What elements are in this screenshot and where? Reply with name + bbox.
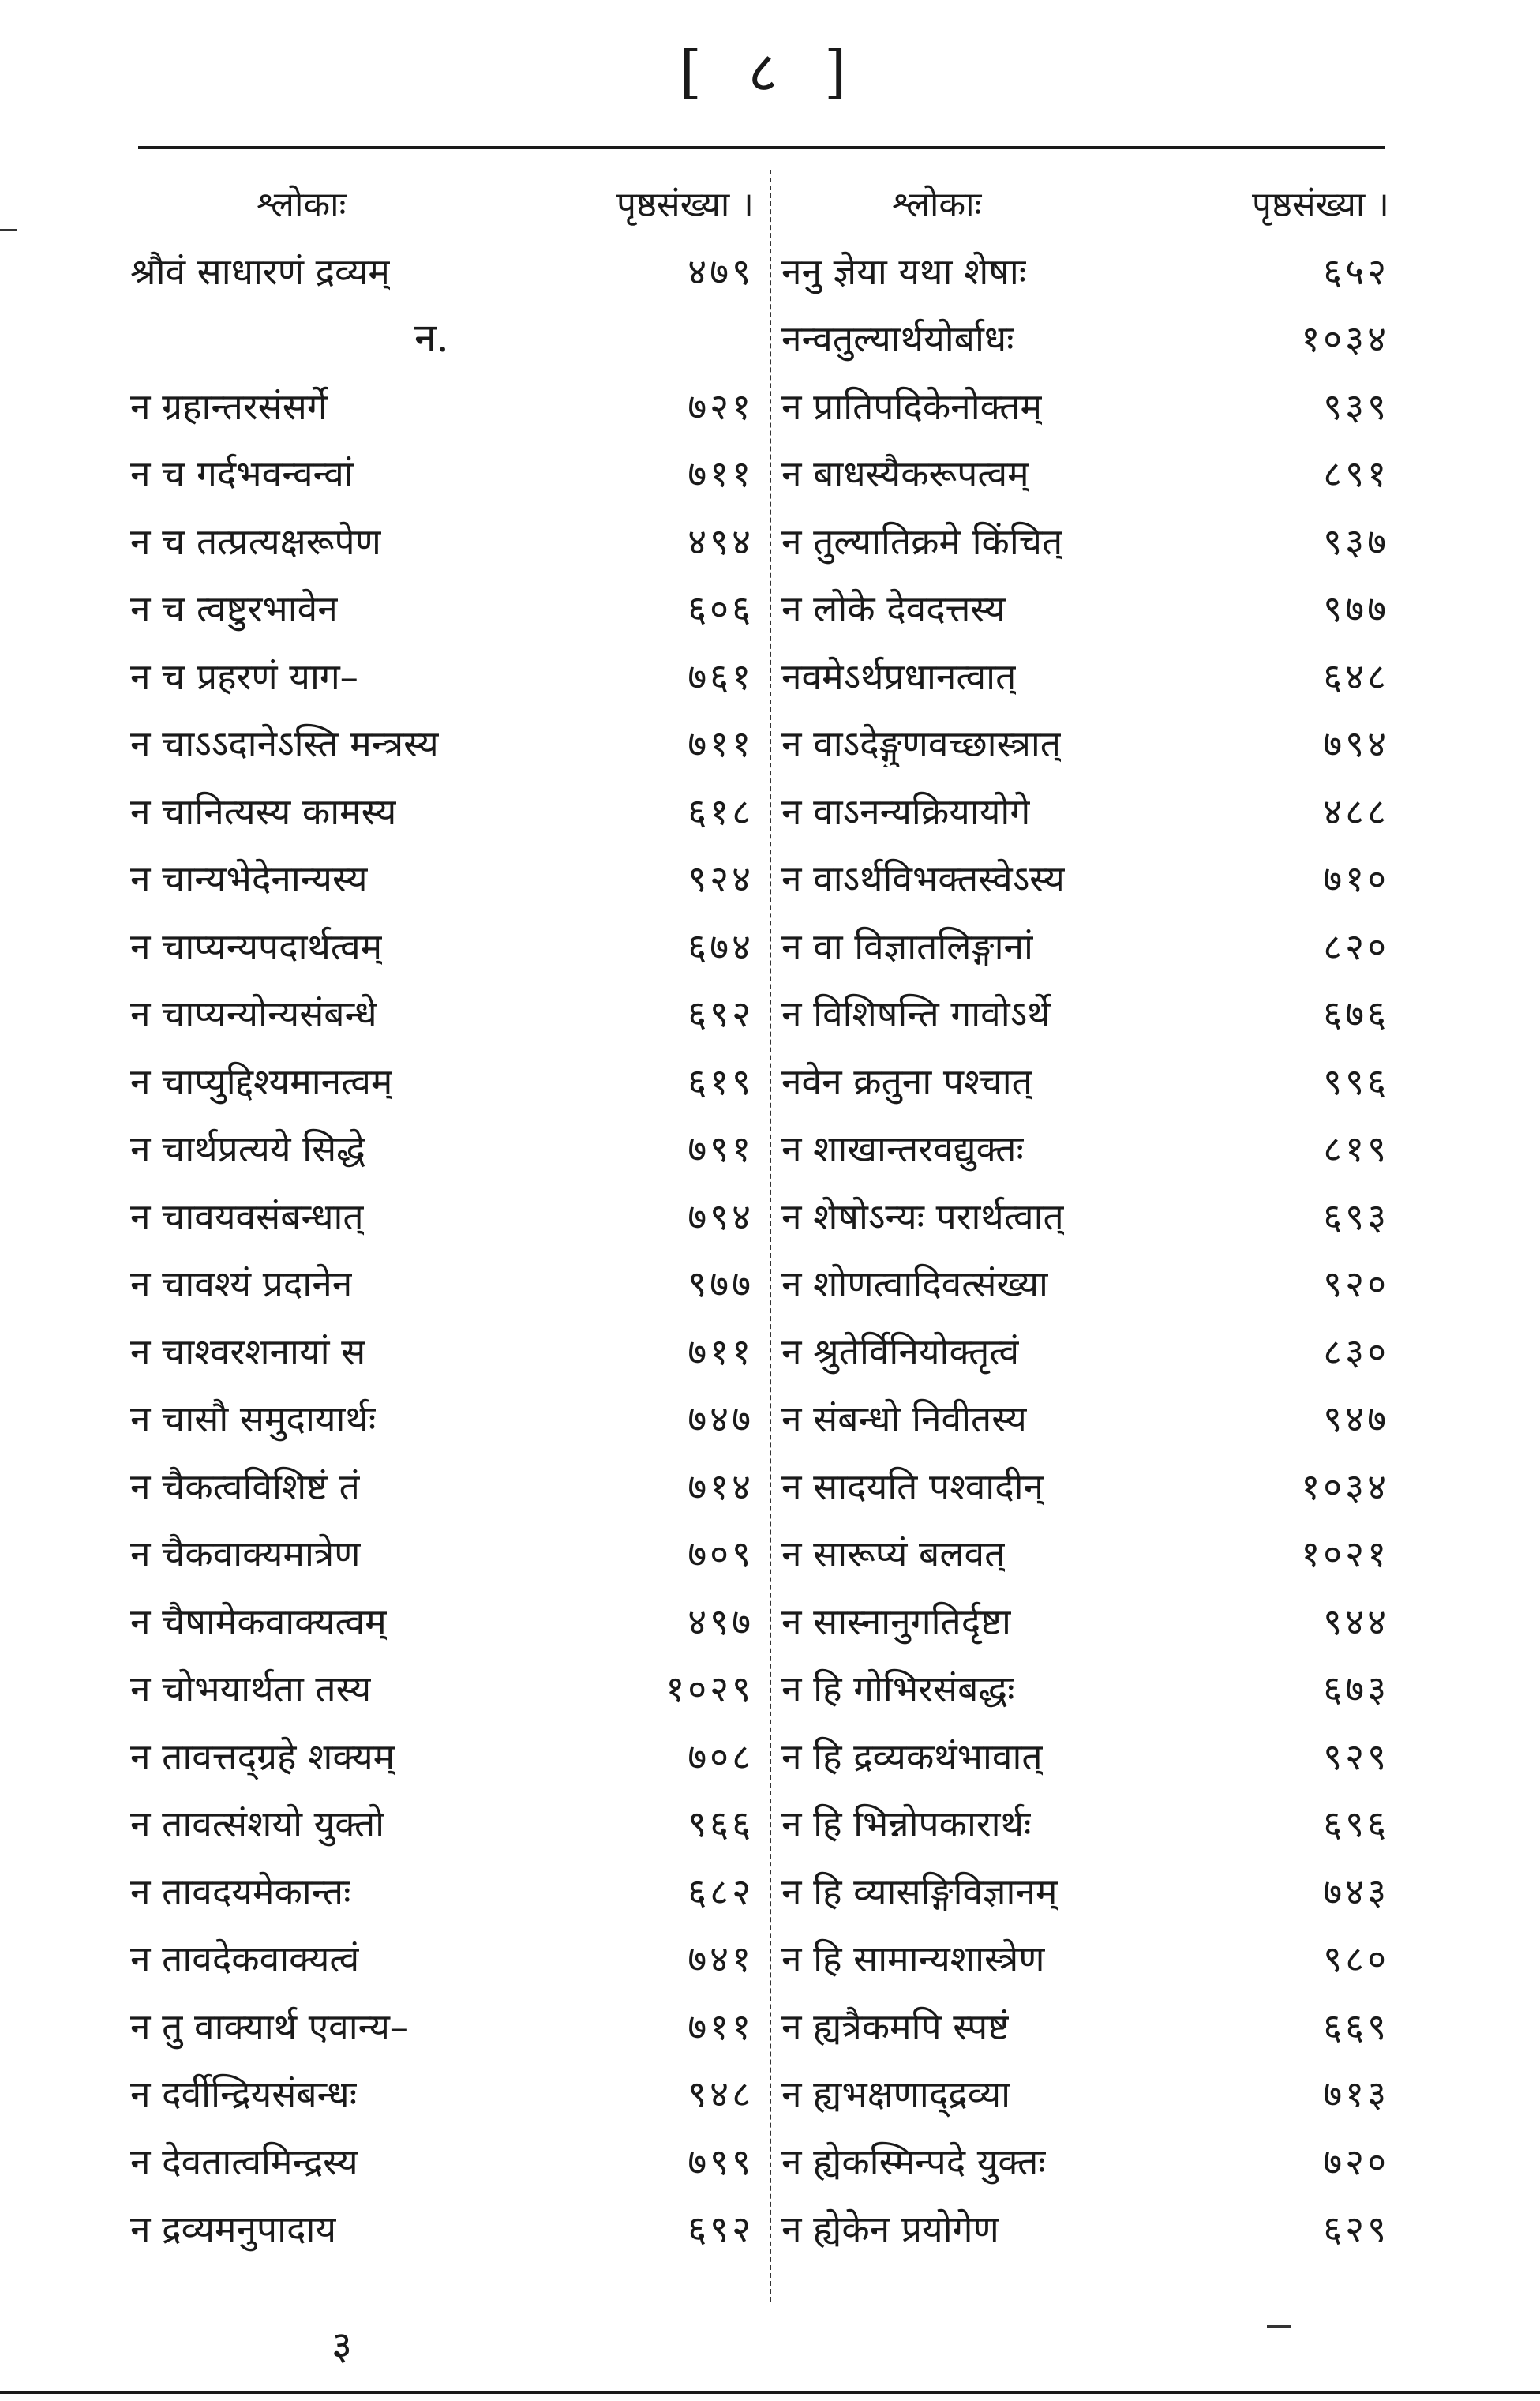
- index-entry: [781, 912, 1389, 980]
- right-column: [781, 174, 1389, 2262]
- bottom-rule: [0, 2391, 1540, 2394]
- shloka-text: न सास्नानुगतिर्दृष्टा: [781, 1600, 1011, 1643]
- shloka-text: न सारूप्यं बलवत्: [781, 1533, 1006, 1576]
- shloka-text: श्रौवं साधारणं द्रव्यम्: [130, 249, 390, 293]
- page-reference: ७११: [688, 722, 754, 766]
- page-reference: ७९१: [688, 1127, 754, 1171]
- shloka-text: न चाश्वरशनायां स: [130, 1330, 366, 1373]
- shloka-text: न प्रातिपदिकेनोक्तम्: [781, 385, 1042, 428]
- index-entry: [130, 1047, 754, 1115]
- page-count-header: पृष्ठसंख्या ।: [616, 185, 754, 225]
- page-reference: १०३४: [1301, 1465, 1389, 1508]
- shloka-text: न वा विज्ञातलिङ्गानां: [781, 925, 1033, 968]
- index-entry: [130, 1790, 754, 1858]
- page-reference: ९३९: [1323, 385, 1389, 428]
- index-entry: [781, 1047, 1389, 1115]
- page-reference: ९७७: [1323, 587, 1389, 631]
- index-entry: [130, 1250, 754, 1318]
- shloka-text: ननु ज्ञेया यथा शेषाः: [781, 249, 1027, 293]
- shloka-text: न वाऽदेङ्गुणवच्छास्त्रात्: [781, 722, 1062, 766]
- index-entry: [781, 845, 1389, 913]
- index-entry: [130, 1925, 754, 1993]
- page-reference: ७२०: [1323, 2140, 1389, 2183]
- index-entry: [130, 440, 754, 508]
- shloka-text: न विशिषन्ति गावोऽर्थे: [781, 992, 1051, 1036]
- index-entry: [130, 1520, 754, 1588]
- page-reference: ९९६: [1323, 1060, 1389, 1103]
- left-entry-list: [130, 237, 754, 2262]
- shloka-text: नवेन क्रतुना पश्चात्: [781, 1060, 1032, 1103]
- page-reference: ६४८: [1323, 655, 1389, 698]
- shloka-text: न ह्येकेन प्रयोगेण: [781, 2208, 999, 2251]
- top-rule: [138, 146, 1385, 149]
- index-entry: [781, 1385, 1389, 1453]
- shloka-text: न तुल्यातिक्रमे किंचित्: [781, 520, 1063, 563]
- page-reference: ९४४: [1323, 1600, 1389, 1643]
- index-entry: [781, 440, 1389, 508]
- index-entry: [130, 1857, 754, 1925]
- page-reference: ७९४: [1323, 722, 1389, 766]
- page-reference: ६७६: [1323, 992, 1389, 1036]
- index-entry: [781, 237, 1389, 305]
- index-entry: [130, 1115, 754, 1183]
- index-entry: [130, 912, 754, 980]
- index-entry: [130, 507, 754, 575]
- index-entry: [781, 372, 1389, 440]
- index-entry: [130, 1452, 754, 1520]
- index-entry: [781, 1790, 1389, 1858]
- shloka-text: न च त्वष्टुरभावेन: [130, 587, 338, 631]
- left-column: [130, 174, 754, 2262]
- page-reference: ६६९: [1323, 2005, 1389, 2048]
- shloka-text: न ह्यभक्षणाद्द्रव्या: [781, 2073, 1011, 2116]
- page-reference: ९७७: [688, 1262, 754, 1306]
- index-entry: [130, 1182, 754, 1250]
- shloka-text: न संबन्धो निवीतस्य: [781, 1397, 1027, 1441]
- index-entry: [781, 2060, 1389, 2128]
- page-reference: ६९६: [1323, 1803, 1389, 1846]
- shloka-text: न च प्रहरणं याग–: [130, 655, 358, 698]
- index-entry: [130, 1317, 754, 1385]
- page-reference: ९६६: [688, 1803, 754, 1846]
- index-entry: [130, 845, 754, 913]
- page-reference: ७०९: [688, 1533, 754, 1576]
- shloka-text: न ग्रहान्तरसंसर्गे: [130, 385, 328, 428]
- page-reference: ७११: [688, 452, 754, 496]
- shloka-text: नवमेऽर्थप्रधानत्वात्: [781, 655, 1017, 698]
- page-reference: ४९४: [688, 520, 754, 563]
- shloka-text: न चार्थप्रत्यये सिद्धे: [130, 1127, 365, 1171]
- page-reference: ७४७: [688, 1397, 754, 1441]
- shloka-text: न चानित्यस्य कामस्य: [130, 790, 397, 833]
- shloka-text: न लोके देवदत्तस्य: [781, 587, 1006, 631]
- index-entry: [781, 980, 1389, 1048]
- index-entry: [781, 1992, 1389, 2060]
- right-column-header: [781, 174, 1389, 237]
- shloka-text: न च तत्प्रत्यक्षरूपेण: [130, 520, 381, 563]
- page-reference: १०२९: [665, 1668, 754, 1711]
- shloka-text: न चोभयार्थता तस्य: [130, 1668, 372, 1711]
- shloka-text: न चावयवसंबन्धात्: [130, 1195, 364, 1238]
- page-reference: ९४७: [1323, 1397, 1389, 1441]
- shloka-header: श्लोकाः: [257, 185, 347, 225]
- index-entry: [781, 1115, 1389, 1183]
- shloka-text: न ह्येकस्मिन्पदे युक्तः: [781, 2140, 1046, 2183]
- shloka-text: न वाऽनन्यक्रियायोगे: [781, 790, 1031, 833]
- shloka-text: न सादयति पश्वादीन्: [781, 1465, 1044, 1508]
- shloka-text: न चाऽऽदानेऽस्ति मन्त्रस्य: [130, 722, 439, 766]
- index-entry: [781, 1317, 1389, 1385]
- shloka-text: न वाऽर्थविभक्तस्वेऽस्य: [781, 857, 1065, 901]
- index-entry: [130, 1722, 754, 1790]
- index-entry: [781, 1722, 1389, 1790]
- shloka-text: न तावदयमेकान्तः: [130, 1870, 351, 1913]
- page-reference: ६२९: [1323, 2208, 1389, 2251]
- index-entry: [130, 372, 754, 440]
- page-reference: ४८८: [1323, 790, 1389, 833]
- page-reference: ७६१: [688, 655, 754, 698]
- section-heading: न.: [414, 314, 449, 361]
- shloka-text: न चाप्यन्यपदार्थत्वम्: [130, 925, 383, 968]
- page-reference: ८३०: [1323, 1330, 1389, 1373]
- page-reference: ७४३: [1323, 1870, 1389, 1913]
- index-entry: [781, 642, 1389, 710]
- page-reference: ७१४: [688, 1465, 754, 1508]
- shloka-text: न चैकवाक्यमात्रेण: [130, 1533, 361, 1576]
- index-entry: [781, 305, 1389, 373]
- page-reference: ७२१: [688, 385, 754, 428]
- right-entry-list: [781, 237, 1389, 2262]
- index-entry: [781, 1250, 1389, 1318]
- index-entry: [130, 1385, 754, 1453]
- index-entry: [130, 2127, 754, 2195]
- page-reference: ९४८: [688, 2073, 754, 2116]
- page-reference: ७४१: [688, 1938, 754, 1981]
- shloka-text: न चाप्यन्योन्यसंबन्धे: [130, 992, 377, 1036]
- shloka-text: न दर्वीन्द्रियसंबन्धः: [130, 2073, 357, 2116]
- footer-signature-mark: ३: [332, 2323, 352, 2369]
- shloka-text: न चान्यभेदेनान्यस्य: [130, 857, 368, 901]
- page-reference: ७१०: [1323, 857, 1389, 901]
- page-reference: ४७९: [688, 249, 754, 293]
- shloka-text: न चैषामेकवाक्यत्वम्: [130, 1600, 387, 1643]
- shloka-text: न हि द्रव्यकथंभावात्: [781, 1735, 1043, 1778]
- shloka-text: न तावत्तद्ग्रहे शक्यम्: [130, 1735, 395, 1778]
- shloka-text: न शाखान्तरवद्युक्तः: [781, 1127, 1024, 1171]
- shloka-header: श्लोकाः: [892, 185, 982, 225]
- page-reference: ६१८: [688, 790, 754, 833]
- shloka-text: न श्रुतेर्विनियोक्तृत्वं: [781, 1330, 1020, 1373]
- index-entry: [781, 1857, 1389, 1925]
- shloka-text: न तावदेकवाक्यत्वं: [130, 1938, 360, 1981]
- shloka-text: न हि सामान्यशास्त्रेण: [781, 1938, 1045, 1981]
- page-reference: ६०६: [688, 587, 754, 631]
- index-entry: [781, 507, 1389, 575]
- index-entry: [130, 1587, 754, 1655]
- page-reference: ६९२: [688, 992, 754, 1036]
- page-reference: ७१३: [1323, 2073, 1389, 2116]
- shloka-text: न शेषोऽन्यः परार्थत्वात्: [781, 1195, 1064, 1238]
- index-entry: [781, 1655, 1389, 1723]
- footer-dash: [1267, 2325, 1291, 2328]
- shloka-text: न चावश्यं प्रदानेन: [130, 1262, 353, 1306]
- page-reference: ६७३: [1323, 1668, 1389, 1711]
- shloka-text: न तावत्संशयो युक्तो: [130, 1803, 385, 1846]
- page-reference: ६५२: [1323, 249, 1389, 293]
- page-reference: ६९२: [688, 2208, 754, 2251]
- index-entry: [130, 2195, 754, 2263]
- page-reference: ९२०: [1323, 1262, 1389, 1306]
- page-reference: ८९१: [1323, 452, 1389, 496]
- page-reference: ४९७: [688, 1600, 754, 1643]
- shloka-text: नन्वतुल्यार्थयोर्बाधः: [781, 317, 1014, 361]
- index-entry: [781, 1520, 1389, 1588]
- page-number: [ ८ ]: [679, 39, 861, 105]
- index-entry: [781, 1925, 1389, 1993]
- page-reference: ९२४: [688, 857, 754, 901]
- page-reference: ९३७: [1323, 520, 1389, 563]
- page-reference: ७९४: [688, 1195, 754, 1238]
- index-entry: [130, 2060, 754, 2128]
- shloka-text: न ह्यत्रैकमपि स्पष्टं: [781, 2005, 1010, 2048]
- page-reference: ७११: [688, 1330, 754, 1373]
- shloka-text: न चासौ समुदायार्थः: [130, 1397, 377, 1441]
- column-divider: [770, 170, 771, 2302]
- margin-mark: [0, 229, 17, 231]
- page-count-header: पृष्ठसंख्या ।: [1252, 185, 1389, 225]
- page-reference: ८१९: [1323, 1127, 1389, 1171]
- page-reference: ६८२: [688, 1870, 754, 1913]
- shloka-text: न चैकत्वविशिष्टं तं: [130, 1465, 360, 1508]
- page-reference: ७९९: [688, 2140, 754, 2183]
- index-entry: [130, 642, 754, 710]
- shloka-text: न बाधस्यैकरूपत्वम्: [781, 452, 1029, 496]
- index-entry: [781, 777, 1389, 845]
- shloka-text: न हि भिन्नोपकारार्थः: [781, 1803, 1032, 1846]
- shloka-text: न शोणत्वादिवत्संख्या: [781, 1262, 1048, 1306]
- left-column-header: [130, 174, 754, 237]
- shloka-text: न तु वाक्यार्थ एवान्य–: [130, 2005, 408, 2048]
- shloka-text: न देवतात्वमिन्द्रस्य: [130, 2140, 358, 2183]
- page-reference: ६९३: [1323, 1195, 1389, 1238]
- page-reference: ६७४: [688, 925, 754, 968]
- index-entry: [781, 1182, 1389, 1250]
- shloka-text: न द्रव्यमनुपादाय: [130, 2208, 337, 2251]
- index-entry: [130, 1992, 754, 2060]
- shloka-text: न च गर्दभवन्वन्वां: [130, 452, 354, 496]
- shloka-text: न चाप्युद्दिश्यमानत्वम्: [130, 1060, 393, 1103]
- index-entry: [781, 575, 1389, 643]
- index-entry: [781, 1452, 1389, 1520]
- index-entry: [781, 1587, 1389, 1655]
- page-reference: ६१९: [688, 1060, 754, 1103]
- index-entry: [130, 237, 754, 305]
- shloka-text: न हि गोभिरसंबद्धः: [781, 1668, 1015, 1711]
- page-reference: १०३४: [1301, 317, 1389, 361]
- index-entry: [130, 710, 754, 778]
- index-entry: [781, 2195, 1389, 2263]
- index-entry: [130, 980, 754, 1048]
- page-reference: ७११: [688, 2005, 754, 2048]
- page-reference: ९८०: [1323, 1938, 1389, 1981]
- index-entry: [130, 1655, 754, 1723]
- index-entry: [781, 710, 1389, 778]
- index-entry: [781, 2127, 1389, 2195]
- index-entry: [130, 575, 754, 643]
- page-reference: १०२१: [1301, 1533, 1389, 1576]
- page-reference: ८२०: [1323, 925, 1389, 968]
- shloka-text: न हि व्यासङ्गिविज्ञानम्: [781, 1870, 1058, 1913]
- index-entry: [130, 777, 754, 845]
- page-reference: ९२९: [1323, 1735, 1389, 1778]
- page-reference: ७०८: [688, 1735, 754, 1778]
